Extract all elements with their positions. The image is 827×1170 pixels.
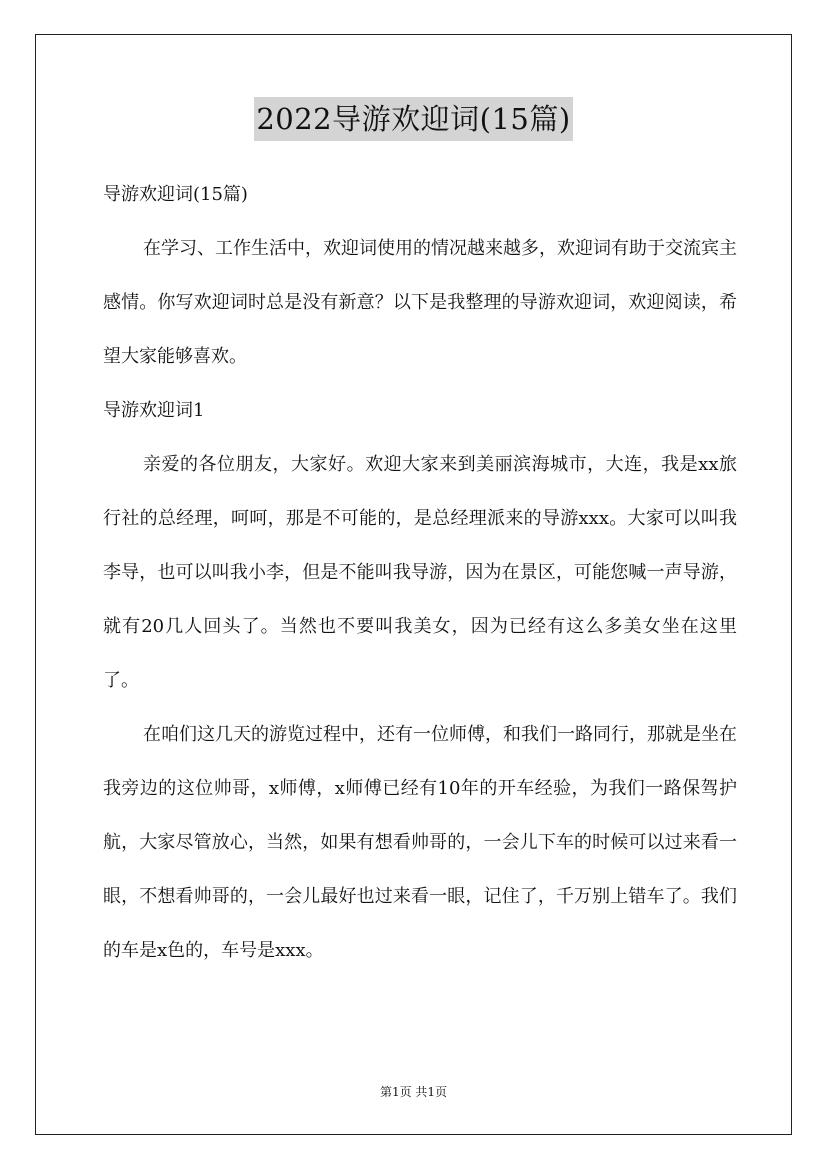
document-body: [103, 168, 737, 978]
document-title: 2022导游欢迎词(15篇): [254, 97, 572, 141]
body-paragraph-2: 在咱们这几天的游览过程中，还有一位师傅，和我们一路同行，那就是坐在我旁边的这位帅哥，x师傅，x师傅已经有10年的开车经验，为我们一路保驾护航，大家尽管放心，当然，如果有想看帅哥的，一会儿下车的时候可以过来看一眼，不想看帅哥的，一会儿最好也过来看一眼，记住了，千万别上错车了。我们的车是x色的，车号是xxx。: [103, 724, 737, 961]
title-container: [0, 97, 827, 141]
body-paragraph-1: 亲爱的各位朋友，大家好。欢迎大家来到美丽滨海城市，大连，我是xx旅行社的总经理，呵呵，那是不可能的，是总经理派来的导游xxx。大家可以叫我李导，也可以叫我小李，但是不能叫我导游，因为在景区，可能您喊一声导游，就有20几人回头了。当然也不要叫我美女，因为已经有这么多美女坐在这里了。: [103, 454, 737, 691]
page-footer: 第1页 共1页: [379, 1085, 448, 1099]
section-heading: 导游欢迎词1: [103, 400, 205, 421]
subtitle-line: 导游欢迎词(15篇): [103, 184, 248, 205]
intro-paragraph: 在学习、工作生活中，欢迎词使用的情况越来越多，欢迎词有助于交流宾主感情。你写欢迎词时总是没有新意？以下是我整理的导游欢迎词，欢迎阅读，希望大家能够喜欢。: [103, 238, 737, 367]
